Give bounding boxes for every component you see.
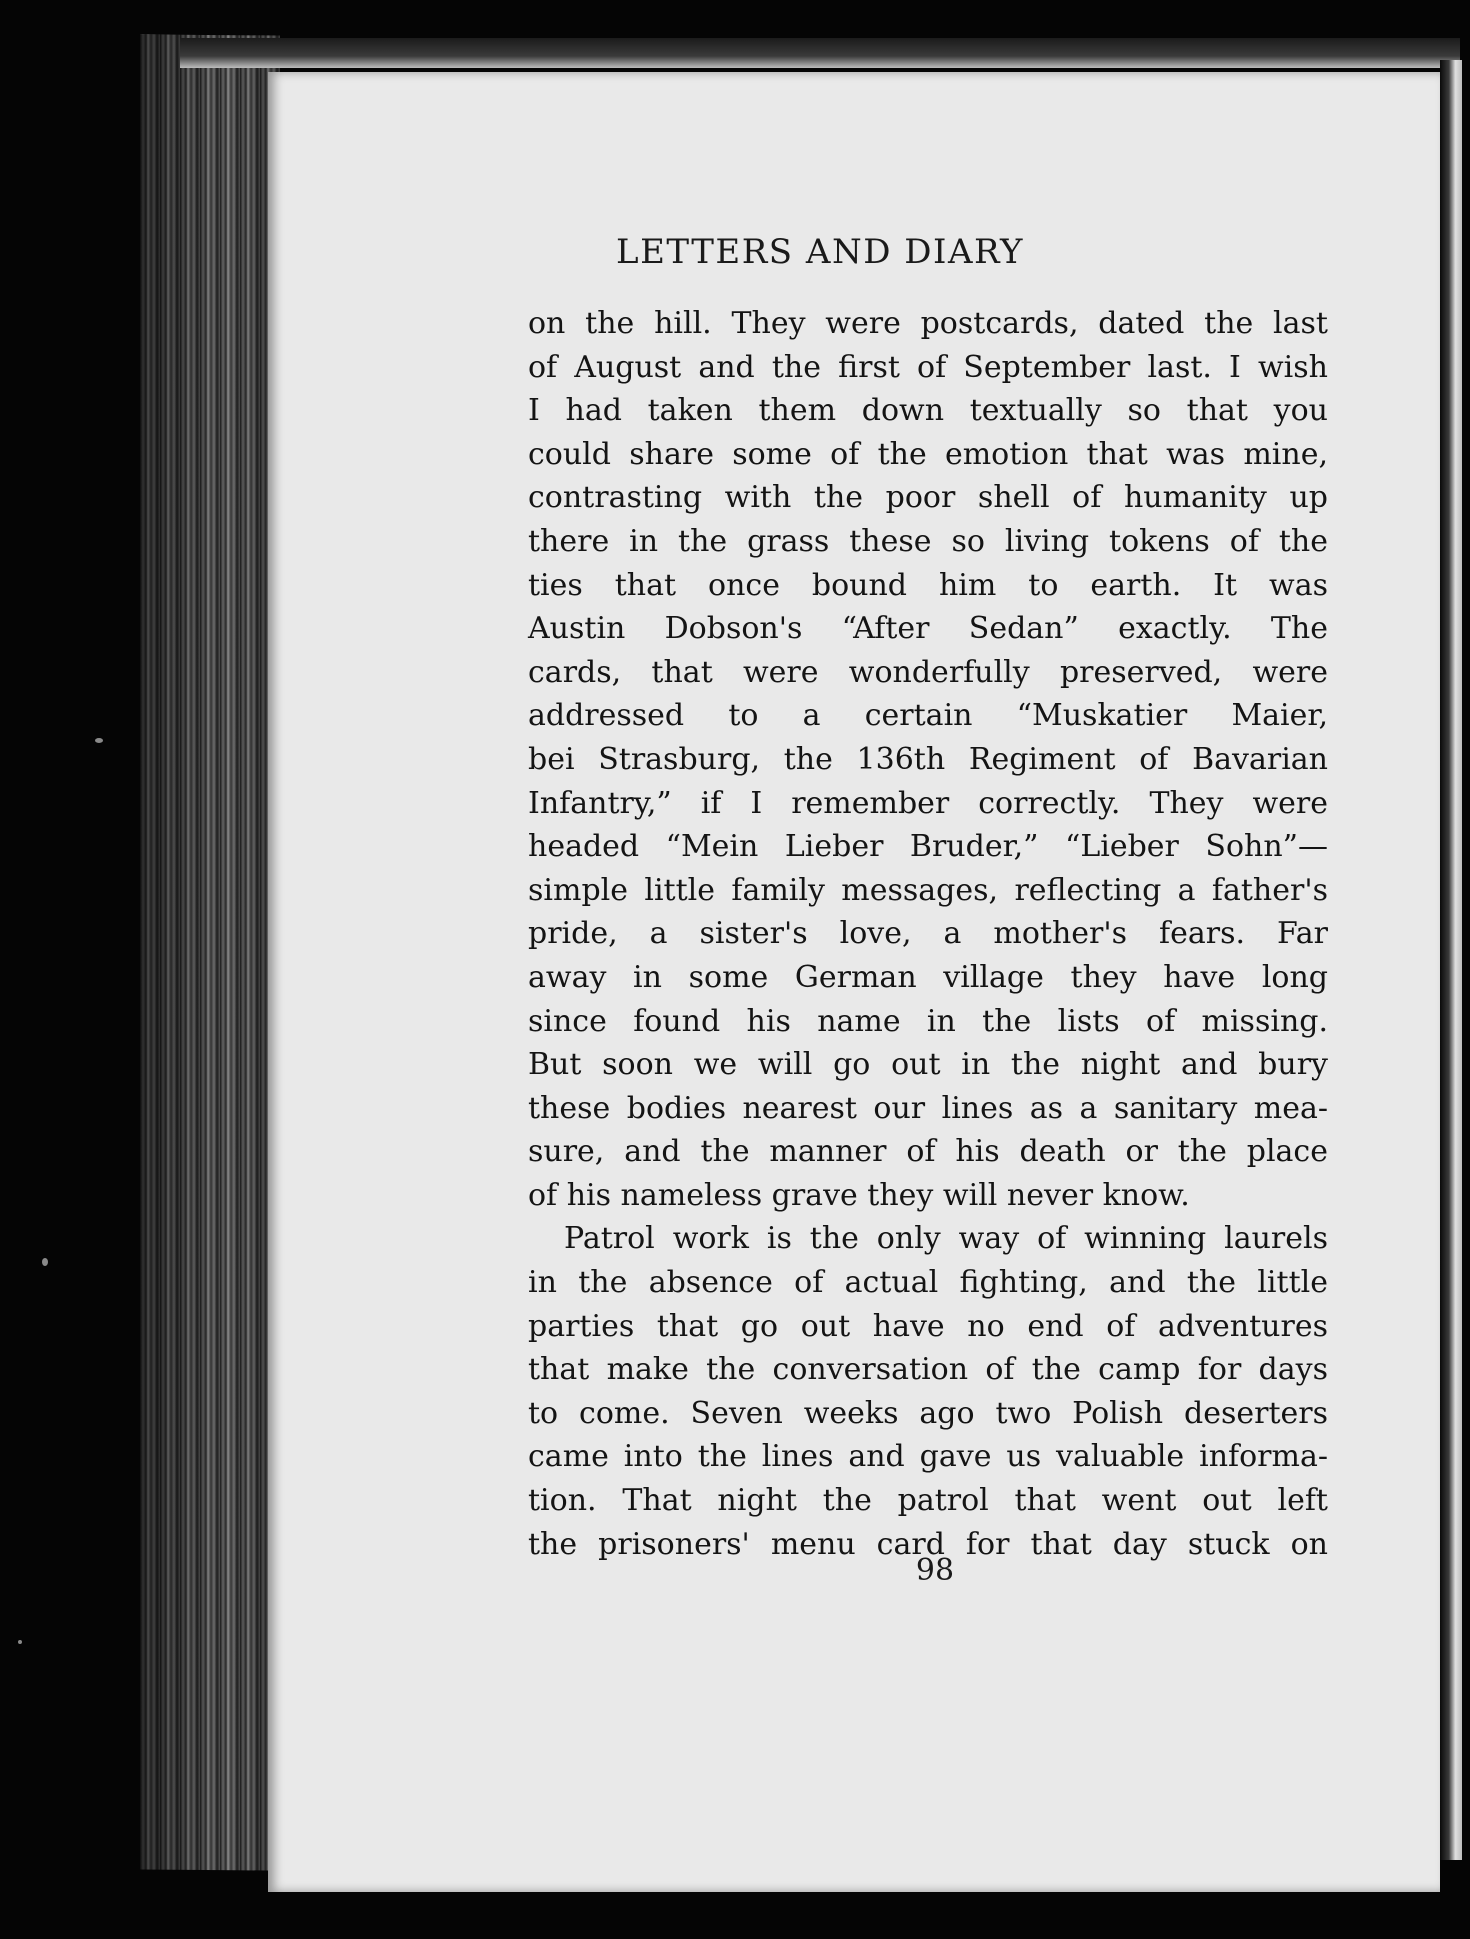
text-line: ties that once bound him to earth. It was xyxy=(528,567,1328,603)
text-line: Austin Dobson's “After Sedan” exactly. The xyxy=(528,611,1328,647)
text-line: pride, a sister's love, a mother's fears. Far xyxy=(528,916,1328,952)
text-line: sure, and the manner of his death or the place xyxy=(528,1134,1328,1170)
scan-speck xyxy=(95,738,103,743)
text-line: these bodies nearest our lines as a sanitary mea- xyxy=(528,1090,1328,1126)
text-line: of August and the first of September last. I wish xyxy=(528,349,1328,385)
text-line: since found his name in the lists of missing. xyxy=(528,1003,1328,1039)
text-line: came into the lines and gave us valuable informa- xyxy=(528,1439,1328,1475)
running-head: LETTERS AND DIARY xyxy=(615,232,1025,272)
text-line: addressed to a certain “Muskatier Maier, xyxy=(528,698,1328,734)
page-number: 98 xyxy=(915,1553,955,1588)
facing-page-edge xyxy=(1440,60,1462,1860)
text-line: simple little family messages, reflecting a father's xyxy=(528,872,1328,908)
text-line: tion. That night the patrol that went out left xyxy=(528,1483,1328,1519)
text-line: away in some German village they have long xyxy=(528,959,1328,995)
text-line: headed “Mein Lieber Bruder,” “Lieber Sohn”— xyxy=(528,829,1328,865)
page-edges-shadow xyxy=(140,35,280,1870)
text-line: of his nameless grave they will never know. xyxy=(528,1177,1190,1213)
text-line: Infantry,” if I remember correctly. They were xyxy=(528,785,1328,821)
text-line: contrasting with the poor shell of humanity up xyxy=(528,480,1328,516)
text-line: there in the grass these so living tokens of the xyxy=(528,523,1328,559)
text-line: I had taken them down textually so that you xyxy=(528,393,1328,429)
text-line: in the absence of actual fighting, and the little xyxy=(528,1265,1328,1301)
text-line: the prisoners' menu card for that day stuck on xyxy=(528,1526,1328,1562)
text-line: parties that go out have no end of adventures xyxy=(528,1308,1328,1344)
text-line: to come. Seven weeks ago two Polish deserters xyxy=(528,1395,1328,1431)
paragraph-first-line: Patrol work is the only way of winning laurels xyxy=(564,1221,1328,1257)
scan-speck xyxy=(18,1640,22,1644)
text-line: that make the conversation of the camp for days xyxy=(528,1352,1328,1388)
book-top-edge xyxy=(180,38,1460,68)
text-line: on the hill. They were postcards, dated the last xyxy=(528,306,1328,341)
text-line: bei Strasburg, the 136th Regiment of Bavarian xyxy=(528,741,1328,777)
text-line: cards, that were wonderfully preserved, were xyxy=(528,654,1328,690)
text-line: But soon we will go out in the night and bury xyxy=(528,1047,1328,1083)
body-text xyxy=(528,302,1328,1566)
scan-speck xyxy=(42,1258,48,1266)
text-line: could share some of the emotion that was mine, xyxy=(528,436,1328,472)
